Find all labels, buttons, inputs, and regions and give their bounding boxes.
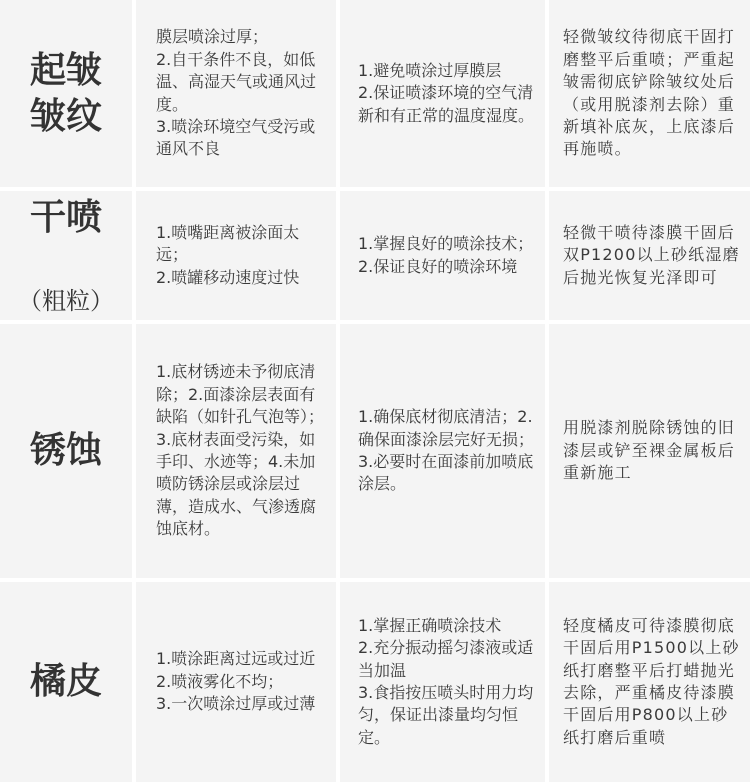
causes-cell: [136, 0, 336, 187]
defect-name-cell: [0, 324, 132, 578]
table-row-dry-spray: [0, 191, 750, 320]
remedy-text: 轻度橘皮可待漆膜彻底干固后用P1500以上砂纸打磨整平后打蜡抛光去除，严重橘皮待漆膜干固后用P800以上砂纸打磨后重喷: [563, 615, 740, 747]
defect-name-cell: [0, 582, 132, 782]
table-row-corrosion: [0, 324, 750, 578]
table-row-orange-peel: [0, 582, 750, 782]
remedy-text: 用脱漆剂脱除锈蚀的旧漆层或铲至裸金属板后重新施工: [563, 418, 736, 483]
prevention-cell: [340, 582, 545, 782]
causes-text: 膜层喷涂过厚； 2.自干条件不良，如低温、高湿天气或通风过度。 3.喷涂环境空气受污或通风不良: [156, 27, 317, 159]
remedy-cell: [549, 582, 750, 782]
causes-cell: [136, 582, 336, 782]
remedy-text: 轻微皱纹待彻底干固打磨整平后重喷；严重起皱需彻底铲除皱纹处后（或用脱漆剂去除）重新填补底灰，上底漆后再施喷。: [563, 27, 736, 159]
prevention-cell: [340, 191, 545, 320]
remedy-cell: [549, 191, 750, 320]
prevention-text: 1.掌握正确喷涂技术 2.充分振动摇匀漆液或适当加温 3.食指按压喷头时用力均匀，保证出漆量均匀恒定。: [358, 615, 534, 747]
prevention-cell: [340, 0, 545, 187]
causes-text: 1.喷嘴距离被涂面太远； 2.喷罐移动速度过快: [156, 222, 300, 287]
defect-name: 锈蚀: [29, 430, 102, 471]
defect-name: 橘皮: [29, 661, 102, 702]
defect-name-cell: [0, 191, 132, 320]
prevention-cell: [340, 324, 545, 578]
causes-text: 1.喷涂距离过远或过近 2.喷液雾化不均； 3.一次喷涂过厚或过薄: [156, 649, 316, 714]
causes-cell: [136, 191, 336, 320]
prevention-text: 1.避免喷涂过厚膜层 2.保证喷漆环境的空气清新和有正常的温度湿度。: [358, 60, 535, 125]
remedy-cell: [549, 324, 750, 578]
causes-cell: [136, 324, 336, 578]
remedy-cell: [549, 0, 750, 187]
defect-name: 起皱 皱纹: [29, 49, 102, 137]
prevention-text: 1.掌握良好的喷涂技术； 2.保证良好的喷涂环境: [358, 234, 534, 276]
defect-name-sub: （粗粒）: [18, 286, 114, 315]
remedy-text: 轻微干喷待漆膜干固后双P1200以上砂纸湿磨后抛光恢复光泽即可: [563, 222, 740, 287]
prevention-text: 1.确保底材彻底清洁；2.确保面漆涂层完好无损； 3.必要时在面漆前加喷底涂层。: [358, 407, 535, 494]
causes-text: 1.底材锈迹未予彻底清除；2.面漆涂层表面有缺陷（如针孔气泡等）；3.底材表面受污染，如手印、水迹等；4.未加喷防锈涂层或涂层过薄，造成水、气渗透腐蚀底材。: [156, 362, 325, 539]
defect-name-main: 干喷: [29, 196, 102, 238]
